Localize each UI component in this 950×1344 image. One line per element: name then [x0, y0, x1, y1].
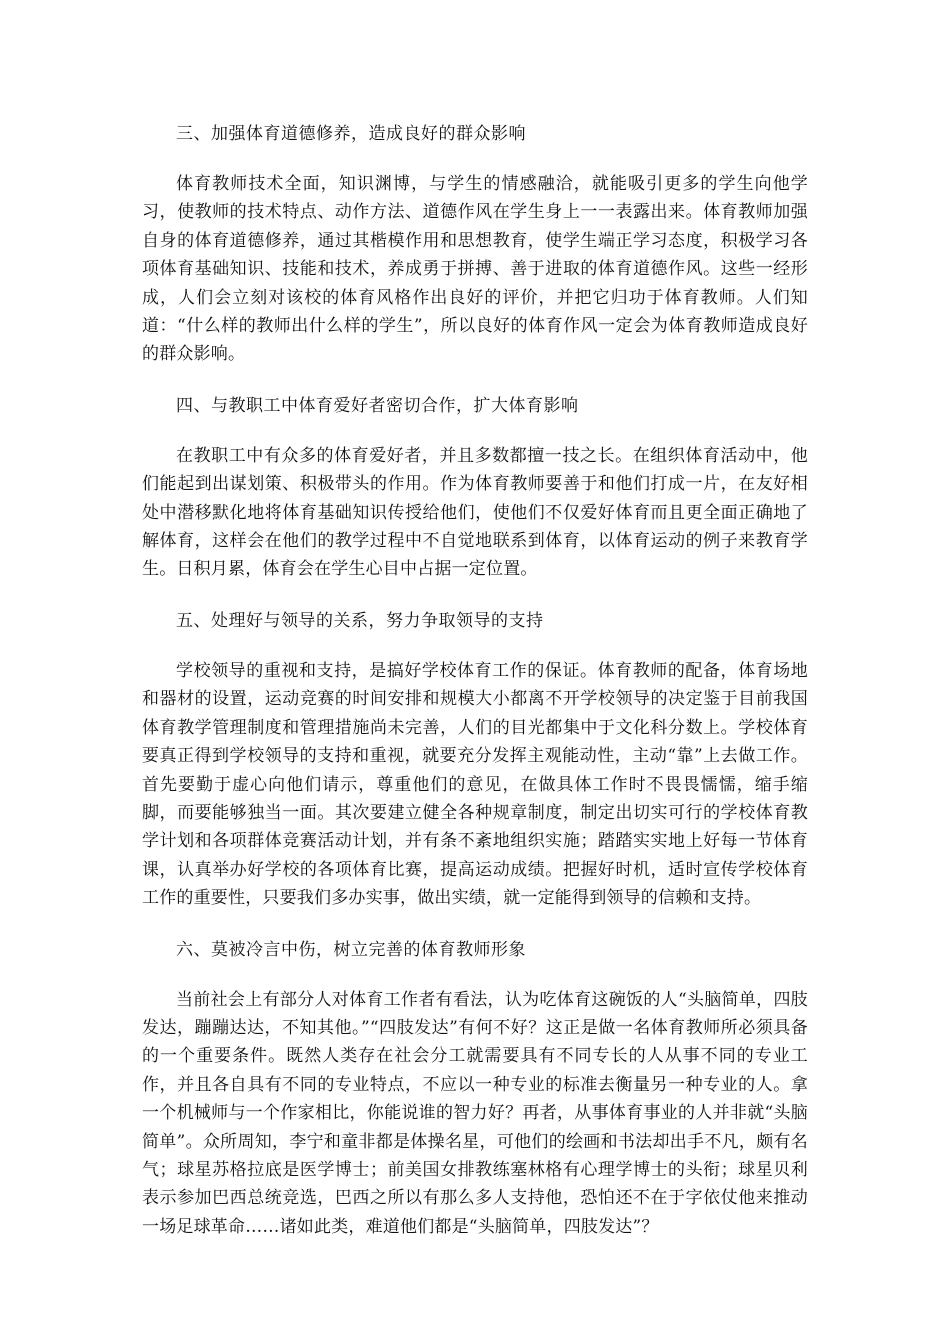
section-paragraph: 体育教师技术全面，知识渊博，与学生的情感融洽，就能吸引更多的学生向他学习，使教师的技术特点、动作方法、道德作风在学生身上一一表露出来。体育教师加强自身的体育道德修养，通过其楷模作用和思想教育，使学生端正学习态度，积极学习各项体育基础知识、技能和技术，养成勇于拼搏、善于进取的体育道德作风。这些一经形成，人们会立刻对该校的体育风格作出良好的评价，并把它归功于体育教师。人们知道：“什么样的教师出什么样的学生”，所以良好的体育作风一定会为体育教师造成良好的群众影响。: [142, 174, 808, 365]
section-paragraph: 在教职工中有众多的体育爱好者，并且多数都擅一技之长。在组织体育活动中，他们能起到出谋划策、积极带头的作用。作为体育教师要善于和他们打成一片，在友好相处中潜移默化地将体育基础知识传授给他们，使他们不仅爱好体育而且更全面正确地了解体育，这样会在他们的教学过程中不自觉地联系到体育，以体育运动的例子来教育学生。日积月累，体育会在学生心目中占据一定位置。: [142, 445, 808, 580]
section-heading: 三、加强体育道德修养，造成良好的群众影响: [176, 124, 526, 144]
section-heading: 五、处理好与领导的关系，努力争取领导的支持: [176, 610, 544, 631]
section-heading: 四、与教职工中体育爱好者密切合作，扩大体育影响: [176, 395, 579, 416]
section-paragraph: 当前社会上有部分人对体育工作者有看法，认为吃体育这碗饭的人“头脑简单，四肢发达，蹦蹦达达，不知其他。”“四肢发达”有何不好？这正是做一名体育教师所必须具备的一个重要条件。既然人类存在社会分工就需要具有不同专长的人从事不同的专业工作，并且各自具有不同的专业特点，不应以一种专业的标准去衡量另一种专业的人。拿一个机械师与一个作家相比，你能说谁的智力好？再者，从事体育事业的人并非就“头脑简单”。众所周知，李宁和童非都是体操名星，可他们的绘画和书法却出手不凡，颇有名气；球星苏格拉底是医学博士；前美国女排教练塞林格有心理学博士的头衔；球星贝利表示参加巴西总统竞选，巴西之所以有那么多人支持他，恐怕还不在于字依仗他来推动一场足球革命……诸如此类，难道他们都是“头脑简单，四肢发达”？: [142, 989, 808, 1237]
section-paragraph: 学校领导的重视和支持，是搞好学校体育工作的保证。体育教师的配备，体育场地和器材的设置，运动竞赛的时间安排和规模大小都离不开学校领导的决定鉴于目前我国体育教学管理制度和管理措施尚未完善，人们的目光都集中于文化科分数上。学校体育要真正得到学校领导的支持和重视，就要充分发挥主观能动性，主动“靠”上去做工作。首先要勤于虚心向他们请示，尊重他们的意见，在做具体工作时不畏畏懦懦，缩手缩脚，而要能够独当一面。其次要建立健全各种规章制度，制定出切实可行的学校体育教学计划和各项群体竞赛活动计划，并有条不紊地组织实施；踏踏实实地上好每一节体育课，认真举办好学校的各项体育比赛，提高运动成绩。把握好时机，适时宣传学校体育工作的重要性，只要我们多办实事，做出实绩，就一定能得到领导的信赖和支持。: [142, 660, 808, 909]
section-3: [142, 120, 808, 369]
section-heading: 六、莫被冷言中伤，树立完善的体育教师形象: [176, 939, 526, 960]
section-5: [142, 607, 808, 913]
section-6: [142, 936, 808, 1242]
section-4: [142, 392, 808, 584]
